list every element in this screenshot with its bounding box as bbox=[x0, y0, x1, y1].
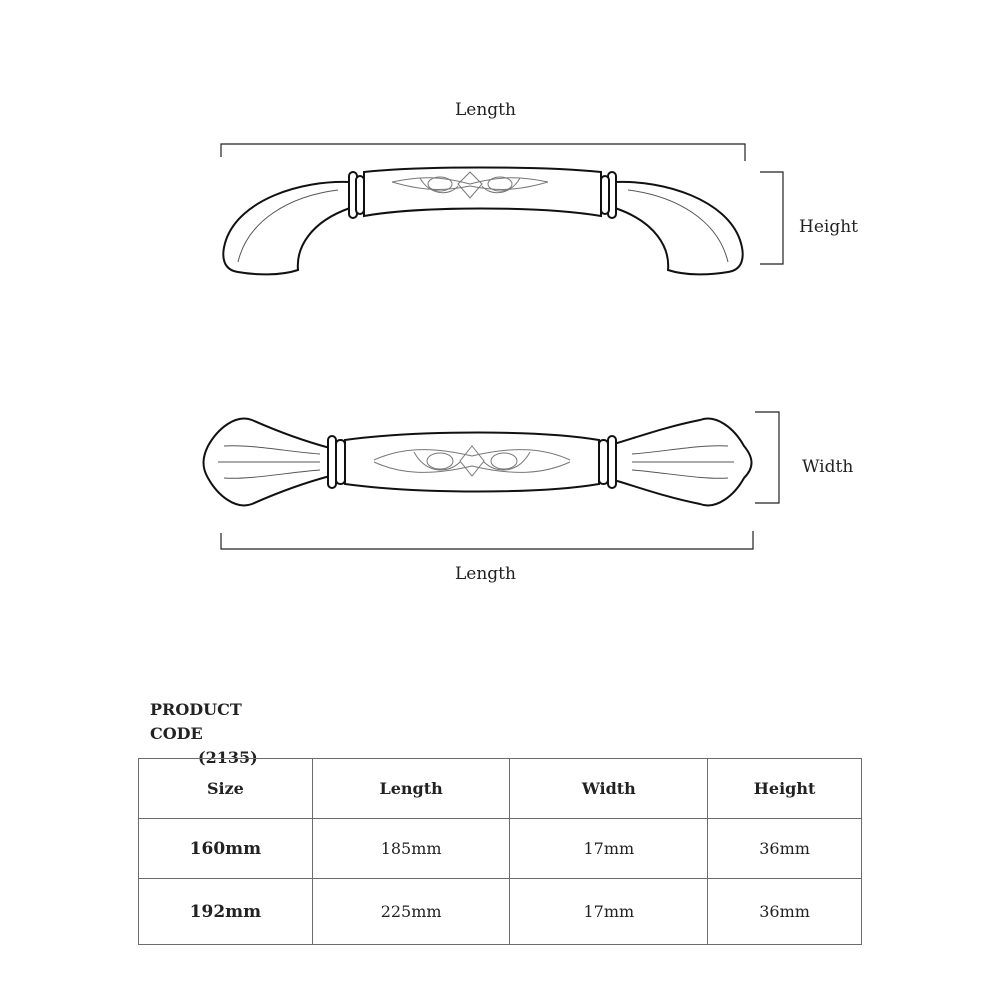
header-length: Length bbox=[312, 759, 510, 819]
handle-top-view bbox=[204, 419, 752, 506]
cell-height: 36mm bbox=[708, 819, 862, 879]
height-label: Height bbox=[799, 217, 858, 237]
table-row bbox=[139, 819, 862, 879]
cell-length: 225mm bbox=[312, 879, 510, 945]
length-bracket-top bbox=[221, 144, 745, 161]
handle-side-view bbox=[223, 168, 742, 275]
header-height: Height bbox=[708, 759, 862, 819]
width-bracket bbox=[755, 412, 779, 503]
cell-size: 160mm bbox=[139, 819, 313, 879]
product-code-value: (2135) bbox=[198, 748, 258, 767]
header-width: Width bbox=[510, 759, 708, 819]
cell-width: 17mm bbox=[510, 819, 708, 879]
cell-width: 17mm bbox=[510, 879, 708, 945]
table-header-row bbox=[139, 759, 862, 819]
table-row bbox=[139, 879, 862, 945]
cell-size: 192mm bbox=[139, 879, 313, 945]
length-label-bottom: Length bbox=[455, 564, 516, 584]
length-bracket-bottom bbox=[221, 531, 753, 549]
height-bracket bbox=[760, 172, 783, 264]
cell-height: 36mm bbox=[708, 879, 862, 945]
length-label-top: Length bbox=[455, 100, 516, 120]
cell-length: 185mm bbox=[312, 819, 510, 879]
width-label: Width bbox=[802, 457, 854, 477]
product-code-label: PRODUCT CODE bbox=[150, 700, 242, 743]
spec-table bbox=[138, 758, 862, 945]
header-size: Size bbox=[139, 759, 313, 819]
